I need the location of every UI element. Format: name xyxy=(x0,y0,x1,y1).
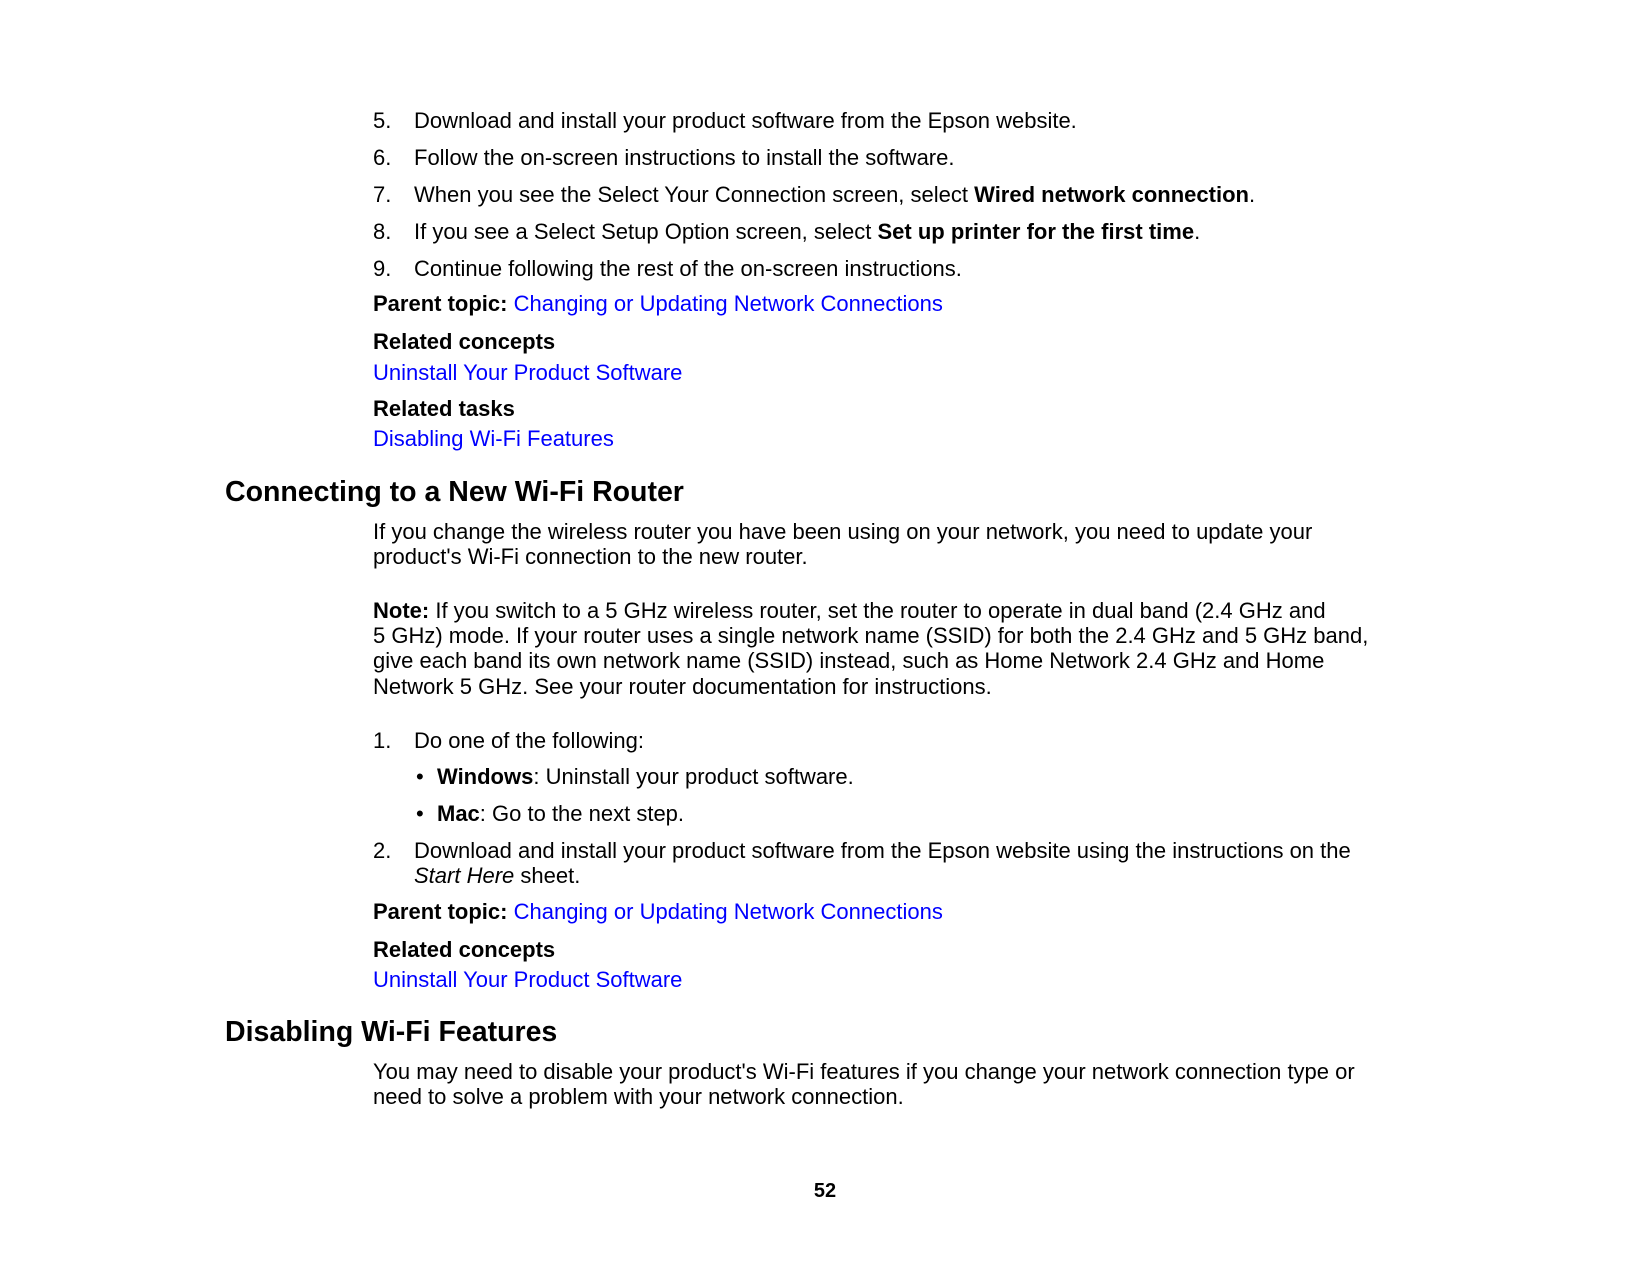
step-text-post: . xyxy=(1194,219,1201,244)
step-number: 9. xyxy=(373,256,392,281)
parent-topic-link[interactable]: Changing or Updating Network Connections xyxy=(513,899,943,924)
step-number: 1. xyxy=(373,728,392,753)
parent-topic xyxy=(373,291,943,317)
step-text: Do one of the following: xyxy=(414,728,644,753)
step-number: 2. xyxy=(373,838,392,863)
heading-disabling-wifi: Disabling Wi-Fi Features xyxy=(225,1016,558,1048)
bullet-label: Mac xyxy=(437,801,480,826)
step-text-pre: When you see the Select Your Connection screen, select xyxy=(414,182,975,207)
related-concept-link-uninstall[interactable]: Uninstall Your Product Software xyxy=(373,967,683,992)
related-concepts-label: Related concepts xyxy=(373,329,556,354)
option-set-up-printer: Set up printer for the first time xyxy=(877,219,1195,244)
note-text: If you switch to a 5 GHz wireless router, set the router to operate in dual band (2.4 GHz and xyxy=(429,598,1326,623)
note-line: give each band its own network name (SSID) instead, such as Home Network 2.4 GHz and Home xyxy=(373,648,1325,673)
intro-paragraph-line: You may need to disable your product's Wi-Fi features if you change your network connection type or xyxy=(373,1059,1355,1084)
bullet-text: : Uninstall your product software. xyxy=(533,764,854,789)
step-text xyxy=(414,219,1200,245)
step-number: 8. xyxy=(373,219,392,244)
bullet-item-mac xyxy=(437,801,684,827)
page-number: 52 xyxy=(813,1180,837,1202)
option-wired-network-connection: Wired network connection xyxy=(974,182,1249,207)
step-text: Follow the on-screen instructions to install the software. xyxy=(414,145,955,170)
bullet-icon: • xyxy=(416,764,424,789)
step-number: 5. xyxy=(373,108,392,133)
step-number: 7. xyxy=(373,182,392,207)
parent-topic xyxy=(373,899,943,925)
note-line xyxy=(373,598,1326,624)
related-task-link-disabling-wifi[interactable]: Disabling Wi-Fi Features xyxy=(373,426,614,451)
related-concept-link-uninstall[interactable]: Uninstall Your Product Software xyxy=(373,360,683,385)
step-text: Download and install your product software from the Epson website using the instructions on the xyxy=(414,838,1351,863)
heading-connecting-new-router: Connecting to a New Wi-Fi Router xyxy=(225,476,684,508)
step-text xyxy=(414,182,1255,208)
parent-topic-label: Parent topic: xyxy=(373,291,508,316)
bullet-item-windows xyxy=(437,764,854,790)
related-tasks-label: Related tasks xyxy=(373,396,515,421)
intro-paragraph-line: need to solve a problem with your network connection. xyxy=(373,1084,904,1109)
intro-paragraph-line: If you change the wireless router you have been using on your network, you need to update your xyxy=(373,519,1313,544)
step-text-post: . xyxy=(1248,182,1256,207)
bullet-text: : Go to the next step. xyxy=(479,801,685,826)
note-line: 5 GHz) mode. If your router uses a single network name (SSID) for both the 2.4 GHz and 5 GHz band, xyxy=(373,623,1369,648)
step-text: Continue following the rest of the on-screen instructions. xyxy=(414,256,962,281)
parent-topic-link[interactable]: Changing or Updating Network Connections xyxy=(513,291,943,316)
step-text-pre: If you see a Select Setup Option screen, select xyxy=(414,219,878,244)
step-text-rest: sheet. xyxy=(514,863,581,888)
bullet-icon: • xyxy=(416,801,424,826)
note-label: Note: xyxy=(373,598,430,623)
step-text: Download and install your product software from the Epson website. xyxy=(414,108,1077,133)
step-number: 6. xyxy=(373,145,392,170)
step-text xyxy=(414,863,580,889)
start-here-sheet-title: Start Here xyxy=(414,863,515,888)
related-concepts-label: Related concepts xyxy=(373,937,556,962)
parent-topic-label: Parent topic: xyxy=(373,899,508,924)
note-line: Network 5 GHz. See your router documentation for instructions. xyxy=(373,674,992,699)
intro-paragraph-line: product's Wi-Fi connection to the new router. xyxy=(373,544,808,569)
bullet-label: Windows xyxy=(437,764,534,789)
